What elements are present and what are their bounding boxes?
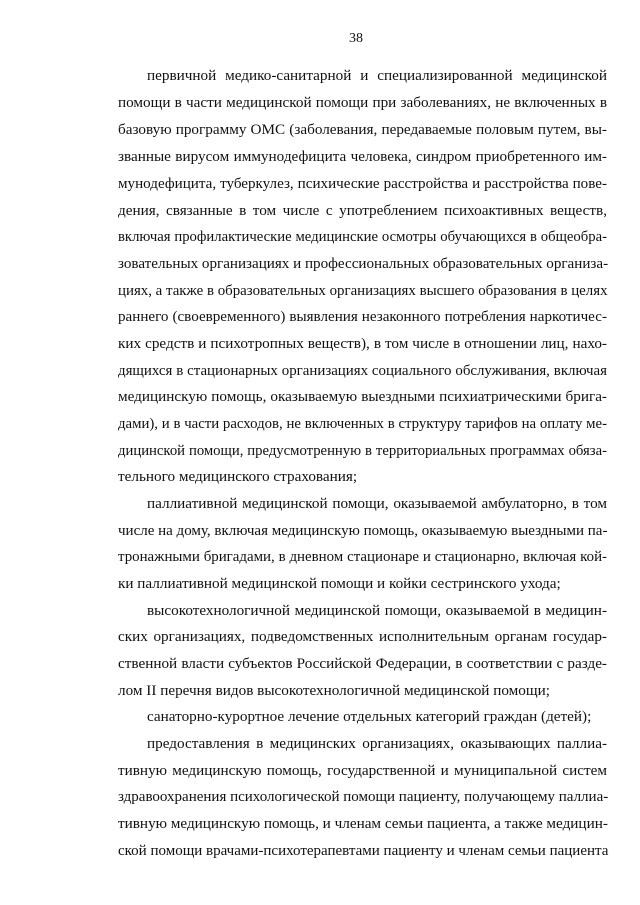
paragraph-1-line-13: медицинскую помощь, оказываемую выездными психиатрическими брига- bbox=[118, 388, 607, 405]
paragraph-1-line-12: дящихся в стационарных организациях социального обслуживания, включая bbox=[118, 363, 607, 379]
paragraph-5-line-3: здравоохранения психологической помощи пациенту, получающему паллиа- bbox=[118, 789, 609, 805]
paragraph-1-line-4: званные вирусом иммунодефицита человека, синдром приобретенного им- bbox=[118, 148, 607, 165]
paragraph-3-line-4: лом II перечня видов высокотехнологичной медицинской помощи; bbox=[118, 682, 550, 699]
paragraph-1-line-10: раннего (своевременного) выявления незаконного потребления наркотичес- bbox=[118, 309, 607, 325]
paragraph-1-line-7: включая профилактические медицинские осмотры обучающихся в общеобра- bbox=[118, 229, 607, 245]
paragraph-2-line-2: числе на дому, включая медицинскую помощь, оказываемую выездными па- bbox=[118, 523, 608, 539]
paragraph-2-line-4: ки паллиативной медицинской помощи и койки сестринского ухода; bbox=[118, 575, 561, 592]
paragraph-1-line-6: дения, связанные в том числе с употреблением психоактивных веществ, bbox=[118, 202, 607, 219]
paragraph-1-line-2: помощи в части медицинской помощи при заболеваниях, не включенных в bbox=[118, 94, 607, 111]
paragraph-1-line-14: дами), и в части расходов, не включенных в структуру тарифов на оплату ме- bbox=[118, 416, 607, 432]
paragraph-5-line-4: тивную медицинскую помощь, и членам семьи пациента, а также медицин- bbox=[118, 815, 608, 832]
paragraph-1-line-16: тельного медицинского страхования; bbox=[118, 468, 358, 485]
paragraph-3-line-3: ственной власти субъектов Российской Федерации, в соответствии с разде- bbox=[118, 655, 607, 672]
paragraph-5-line-5: ской помощи врачами-психотерапевтами пациенту и членам семьи пациента bbox=[118, 843, 609, 859]
paragraph-3-line-1: высокотехнологичной медицинской помощи, оказываемой в медицин- bbox=[147, 602, 607, 619]
paragraph-2-line-1: паллиативной медицинской помощи, оказываемой амбулаторно, в том bbox=[147, 495, 607, 512]
paragraph-1-line-8: зовательных организациях и профессиональных образовательных организа- bbox=[118, 256, 609, 272]
paragraph-1-line-9: циях, а также в образовательных организациях высшего образования в целях bbox=[118, 283, 608, 299]
paragraph-1-line-15: дицинской помощи, предусмотренную в территориальных программах обяза- bbox=[118, 443, 607, 459]
paragraph-1-line-11: ких средств и психотропных веществ), в том числе в отношении лиц, нахо- bbox=[118, 335, 607, 352]
page-number: 38 bbox=[349, 31, 363, 46]
paragraph-5-line-2: тивную медицинскую помощь, государственной и муниципальной систем bbox=[118, 762, 607, 779]
paragraph-5-line-1: предоставления в медицинских организациях, оказывающих паллиа- bbox=[147, 735, 607, 752]
paragraph-4-line-1: санаторно-курортное лечение отдельных категорий граждан (детей); bbox=[147, 708, 592, 725]
paragraph-2-line-3: тронажными бригадами, в дневном стационаре и стационарно, включая кой- bbox=[118, 549, 607, 565]
paragraph-1-line-3: базовую программу ОМС (заболевания, передаваемые половым путем, вы- bbox=[118, 121, 607, 138]
paragraph-1-line-5: мунодефицита, туберкулез, психические расстройства и расстройства пове- bbox=[118, 176, 607, 192]
paragraph-1-line-1: первичной медико-санитарной и специализированной медицинской bbox=[147, 67, 607, 84]
paragraph-3-line-2: ских организациях, подведомственных исполнительным органам государ- bbox=[118, 628, 607, 645]
